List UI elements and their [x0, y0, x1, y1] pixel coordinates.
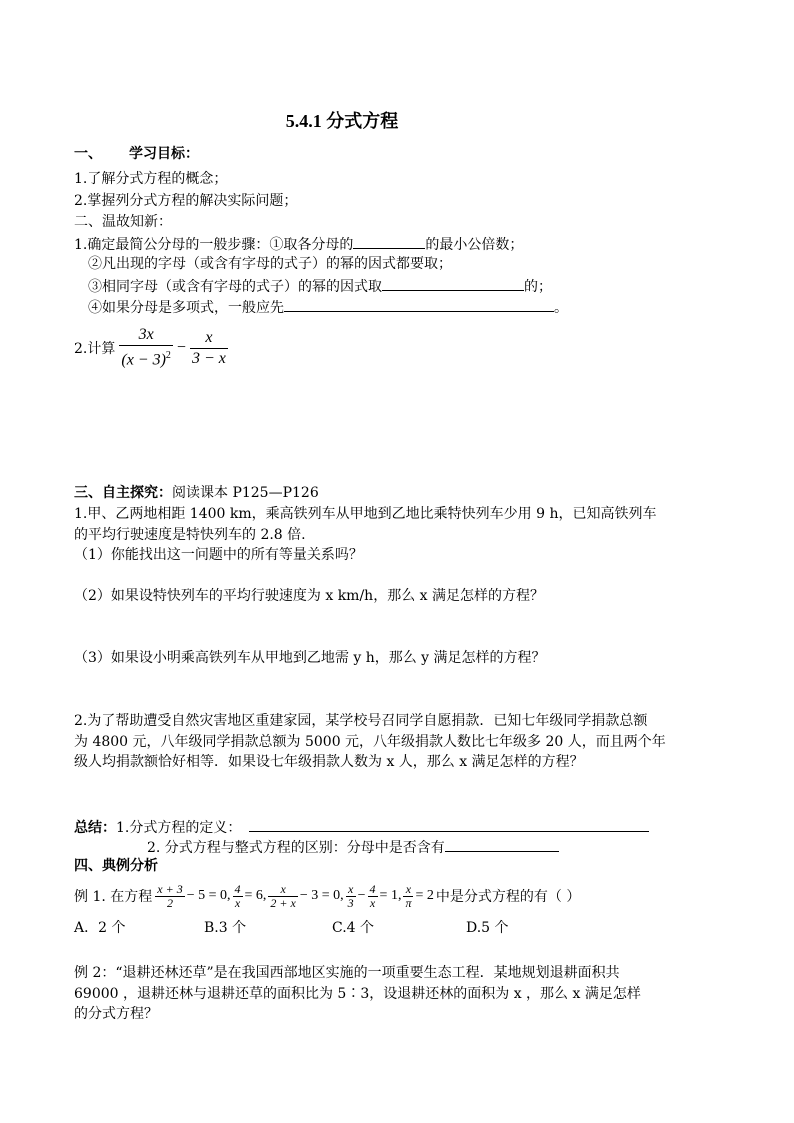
problem1-question1: （1）你能找出这一问题中的所有等量关系吗？	[74, 547, 363, 563]
blank-definition[interactable]	[249, 818, 649, 832]
fraction-numerator: x	[403, 883, 413, 897]
review-q1-intro-tail: 的最小公倍数；	[425, 237, 524, 253]
fraction-numerator: x	[190, 328, 228, 349]
problem1-question2: （2）如果设特快列车的平均行驶速度为 x km/h，那么 x 满足怎样的方程？	[74, 588, 544, 604]
example2-line3: 的分式方程？	[74, 1006, 158, 1022]
example2-line2: 69000 ，退耕还林与退耕还草的面积比为 5∶3，设退耕还林的面积为 x ，那么 x 满足怎样	[74, 986, 641, 1002]
problem2-line1: 2.为了帮助遭受自然灾害地区重建家园，某学校号召同学自愿捐款．已知七年级同学捐款总额	[74, 713, 648, 729]
example1-option-b: B.3 个	[204, 920, 247, 936]
problem2-line2: 为 4800 元，八年级同学捐款总额为 5000 元，八年级捐款人数比七年级多 20 人，而且两个年	[74, 734, 666, 750]
blank-exponent[interactable]	[382, 277, 524, 291]
page-title: 5.4.1 分式方程	[285, 111, 399, 131]
equation-fraction	[155, 883, 184, 910]
equation-fraction	[346, 883, 356, 910]
fraction-denominator: x	[369, 895, 376, 910]
fraction-denominator: x	[234, 895, 241, 910]
example1-equations	[155, 883, 436, 910]
fraction-numerator: x	[346, 883, 356, 897]
blank-factorize[interactable]	[284, 298, 554, 312]
fraction-numerator: 3x	[119, 325, 173, 346]
fraction-numerator: 4	[234, 881, 241, 896]
example1-option-d: D.5 个	[466, 920, 509, 936]
review-q1-step3-tail: 的；	[524, 279, 552, 295]
blank-difference[interactable]	[445, 838, 559, 852]
fraction-denominator: 3 − x	[191, 349, 226, 367]
equation-rest: − 3 = 0,	[299, 888, 344, 903]
equation-rest: = 2	[415, 888, 434, 903]
equation-fraction	[368, 883, 378, 910]
fraction-x-over-3-minus-x	[190, 328, 228, 369]
fraction-denominator: 3	[347, 895, 354, 910]
example1-line	[74, 876, 580, 916]
summary-item1-text: 1.分式方程的定义：	[116, 820, 242, 836]
objective-item-1: 1.了解分式方程的概念；	[74, 171, 228, 187]
section3-reading: 阅读课本 P125—P126	[172, 485, 319, 501]
section3-heading-line	[74, 485, 319, 501]
denominator-base: (x − 3)	[121, 351, 166, 369]
fraction-numerator: x + 3	[157, 881, 183, 896]
example1-prefix: 例 1. 在方程	[74, 889, 153, 905]
problem1-question3: （3）如果设小明乘高铁列车从甲地到乙地需 y h，那么 y 满足怎样的方程？	[74, 650, 546, 666]
review-q1-step3-text: ③相同字母（或含有字母的式子）的幂的因式取	[88, 279, 382, 295]
fraction-denominator: π	[405, 895, 412, 910]
review-q1-step4-text: ④如果分母是多项式，一般应先	[88, 300, 284, 316]
section4-heading: 四、典例分析	[74, 858, 158, 874]
review-q1-step4	[88, 298, 568, 316]
blank-common-factor[interactable]	[353, 235, 425, 249]
objective-item-2: 2.掌握列分式方程的解决实际问题；	[74, 193, 298, 209]
summary-item1	[74, 818, 649, 836]
section1-number: 一、	[74, 146, 102, 162]
fraction-denominator	[119, 346, 173, 370]
problem1-line2: 的平均行驶速度是特快列车的 2.8 倍.	[74, 527, 306, 543]
summary-item2-text: 2. 分式方程与整式方程的区别：分母中是否含有	[147, 840, 445, 856]
review-q1-intro	[74, 235, 523, 253]
equation-fraction	[268, 883, 297, 910]
minus-sign: −	[176, 339, 186, 356]
review-q1-step3	[88, 277, 552, 295]
equation-rest: = 1,	[379, 888, 402, 903]
example1-option-c: C.4 个	[332, 920, 375, 936]
equation-rest: = 6,	[244, 888, 267, 903]
example1-suffix: 中是分式方程的有（ ）	[435, 889, 581, 905]
review-q2	[74, 326, 228, 370]
fraction-numerator: 4	[369, 881, 376, 896]
review-q1-step4-tail: 。	[554, 300, 568, 316]
review-q1-intro-text: 1.确定最简公分母的一般步骤：①取各分母的	[74, 237, 354, 253]
review-q2-label: 2.计算	[74, 341, 116, 357]
section2-heading: 二、温故知新：	[74, 214, 172, 230]
example2-line1: 例 2：“退耕还林还草”是在我国西部地区实施的一项重要生态工程．某地规划退耕面积共	[74, 965, 620, 981]
equation-fraction	[233, 883, 243, 910]
equation-fraction	[403, 883, 413, 910]
fraction-denominator: 2 + x	[270, 895, 296, 910]
fraction-denominator: 2	[166, 895, 173, 910]
section1-heading: 学习目标：	[129, 146, 199, 162]
summary-item2	[147, 838, 559, 856]
review-q1-step2: ②凡出现的字母（或含有字母的式子）的幂的因式都要取；	[88, 256, 452, 272]
problem1-line1: 1.甲、乙两地相距 1400 km，乘高铁列车从甲地到乙地比乘特快列车少用 9 h，已知高铁列车	[74, 506, 657, 522]
example1-option-a: A．2 个	[74, 920, 126, 936]
summary-label: 总结：	[74, 820, 116, 836]
fraction-numerator: x	[268, 883, 297, 897]
problem2-line3: 级人均捐款额恰好相等．如果设七年级捐款人数为 x 人，那么 x 满足怎样的方程？	[74, 754, 584, 770]
denominator-exponent: 2	[165, 350, 171, 362]
equation-rest: − 5 = 0,	[186, 888, 231, 903]
equation-rest: −	[357, 888, 366, 903]
fraction-3x-over-x-minus-3-squared	[119, 325, 173, 370]
section3-heading: 三、自主探究：	[74, 485, 172, 501]
